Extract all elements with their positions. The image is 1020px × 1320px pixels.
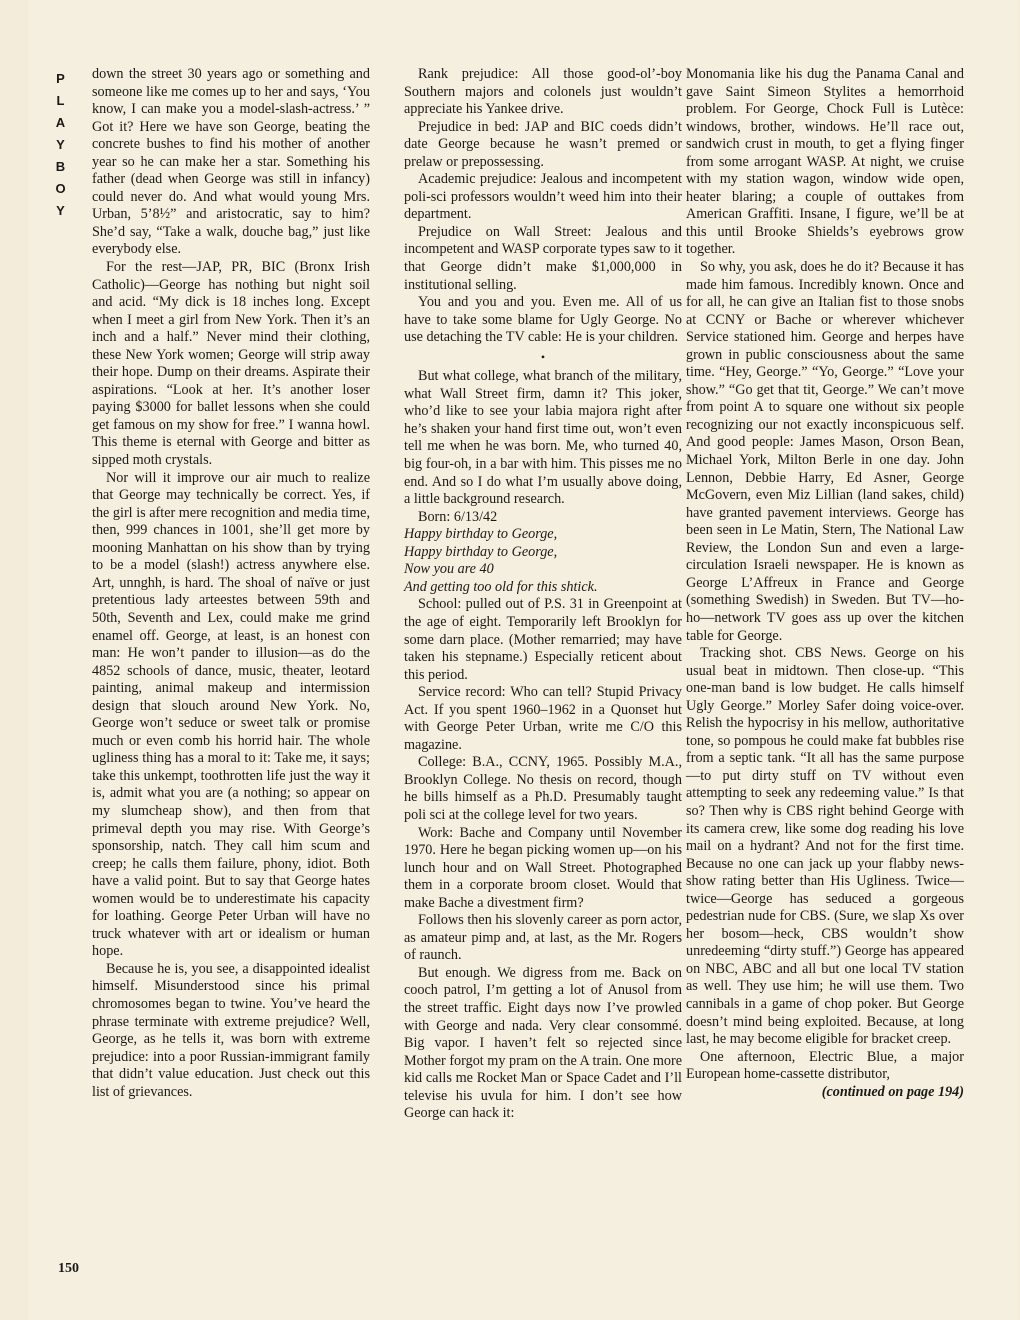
article-paragraph: down the street 30 years ago or something and someone like me comes up to her and says, ‘You know, I can make you a model-slash-actress.’ ” Got it? Here we have son George, beating the concrete bushes to find his mother of another year so he can make her a star. Something his father (dead when George was still in infancy) could never do. And what would young Mrs. Urban, 5’8½” and aristocratic, say to him? She’d say, “Take a walk, douche bag,” just like everybody else. [92,66,370,258]
section-divider-bullet: • [540,349,546,364]
verse-line: Happy birthday to George, [404,526,558,543]
article-column-1 [92,66,370,1101]
article-paragraph: Tracking shot. CBS News. George on his usual beat in midtown. Then close-up. “This one-man band is low budget. He calls himself Ugly George.” Morley Safer doing voice-over. Relish the hypocrisy in his mellow, authoritative tone, so pompous he could make fat bubbles rise from a septic tank. “It all has the same purpose—to put dirty stuff on TV without even attempting to seek any redeeming value.” Is that so? Then why is CBS right behind George with its camera crew, like some dog reading his love mail on a hydrant? And not for the first time. Because no one can jack up your flabby news-show rating better than His Ugliness. Twice—twice—George has seduced a gorgeous pedestrian nude for CBS. (Sure, we slap Xs over her bosom—heck, CBS wouldn’t show unredeeming “dirty stuff.”) George has appeared on NBC, ABC and all but one local TV station as well. They use him; he will use them. Two cannibals in a game of chop poker. But George doesn’t mind being exploited. Because, at long last, he may become eligible for bracket creep. [686,645,964,1048]
article-paragraph: Monomania like his dug the Panama Canal and gave Saint Simeon Stylites a hemorrhoid problem. For George, Chock Full is Lutèce: windows, brother, windows. He’ll race out, sandwich crust in mouth, to get a flying finger from some arrogant WASP. At night, we cruise with my station wagon, window wide open, heater blaring; a couple of outtakes from American Graffiti. Insane, I figure, we’ll be at this until Brooke Shields’s eyebrows grow together. [686,66,964,258]
masthead-letter: Y [56,203,66,218]
continued-notice: (continued on page 194) [821,1083,964,1100]
article-paragraph: School: pulled out of P.S. 31 in Greenpoint at the age of eight. Temporarily left Brooklyn for some darn place. (Mother remarried; may have taken his stepname.) Especially reticent about this period. [404,596,682,683]
verse-line: And getting too old for this shtick. [404,578,598,595]
article-paragraph: Nor will it improve our air much to realize that George may technically be correct. Yes, if the girl is after mere recognition and media time, then, 999 chances in 1001, she’ll get more by mooning Manhattan on his show than by trying to be a model (slash!) actress anywhere else. Art, unnghh, is hard. The shoal of naïve or just pretentious lady arteestes between 59th and 50th, Seventh and Lex, could make me grind enamel off. George, at least, is an honest con man: He won’t pander to illusion—as do the 4852 schools of dance, music, theater, leotard painting, animal makeup and intermission design that slouch around New York. No, George won’t seduce or sweet talk or promise much or even comb his horrid hair. The whole ugliness thing has a moral to it: Take me, it says; take this unkempt, toothrotten life just the way it is, admit what you are (a nothing; so appear on my slumcheap show), and then from that primeval depth you may rise. With George’s sponsorship, natch. They call him scum and creep; he calls them failure, phony, idiot. Both have a valid point. But to say that George hates women would be to underestimate his capacity for loathing. George Peter Urban will have no truck whatever with art or idealism or human hope. [92,469,370,960]
masthead-letter: O [55,181,67,196]
article-paragraph: One afternoon, Electric Blue, a major European home-cassette distributor, [686,1048,964,1083]
masthead-letter: A [55,115,67,130]
article-paragraph: So why, you ask, does he do it? Because it has made him famous. Incredibly known. Once and for all, he can give an Italian fist to those snobs at CCNY or Bache or wherever whichever Service stationed him. George and herpes have grown in public consciousness about the same time. “Hey, George.” “Yo, George.” “Love your show.” “Go get that tit, George.” We can’t move from point A to square one without six people recognizing our not exactly inconspicuous self. And good people: James Mason, Orson Bean, Michael York, Milton Berle in one day. John Lennon, Debbie Harry, Ed Asner, George McGovern, even Miz Lillian (land sakes, child) have granted pavement interviews. George has been seen in Le Matin, Stern, The National Law Review, the London Sun and even a large-circulation Israeli newspaper. He is known as George L’Affreux in France and George (something Swedish) in Sweden. But TV—ho-ho—network TV goes ass up over the kitchen table for George. [686,259,964,644]
masthead-letter: B [55,159,67,174]
verse-line: Happy birthday to George, [404,543,558,560]
article-paragraph: Service record: Who can tell? Stupid Privacy Act. If you spent 1960–1962 in a Quonset hut with George Peter Urban, write me C/O this magazine. [404,684,682,753]
article-paragraph: Prejudice in bed: JAP and BIC coeds didn’t date George because he wasn’t premed or prelaw or prepossessing. [404,118,682,170]
article-paragraph: You and you and you. Even me. All of us have to take some blame for Ugly George. No use detaching the TV cable: He is your children. [404,294,682,346]
masthead-letter: L [56,93,66,108]
page-number: 150 [58,1261,79,1276]
article-paragraph: Academic prejudice: Jealous and incompetent poli-sci professors wouldn’t weed him into their department. [404,171,682,223]
article-paragraph: Born: 6/13/42 [418,508,498,525]
masthead-letter: Y [56,137,66,152]
article-paragraph: But what college, what branch of the military, what Wall Street firm, damn it? This joker, who’d like to see your labia majora right after he’s shaken your hand first time out, won’t even tell me when he was born. Me, who turned 40, big four-oh, in a bar with him. This pisses me no end. And so I do what I’m usually above doing, a little background research. [404,368,682,508]
article-paragraph: Rank prejudice: All those good-ol’-boy Southern majors and colonels just wouldn’t appreciate his Yankee drive. [404,66,682,118]
verse-line: Now you are 40 [404,561,494,578]
article-paragraph: For the rest—JAP, PR, BIC (Bronx Irish Catholic)—George has nothing but night soil and acid. “My dick is 18 inches long. Except when I meet a girl from New York. Then it’s an inch and a half.” Never mind their clothing, these New York women; George will strip away their hope. Dump on their dreams. Aspirate their aspirations. “Look at her. It’s another loser paying $3000 for ballet lessons when she could get famous on my show for free.” I wanna howl. This theme is eternal with George and bitter as sipped moth crystals. [92,259,370,469]
masthead-letter: P [56,71,66,86]
article-paragraph: Follows then his slovenly career as porn actor, as amateur pimp and, at last, as the Mr. Rogers of raunch. [404,912,682,964]
article-column-3 [686,66,964,1101]
article-column-2 [404,66,682,1123]
article-paragraph: Work: Bache and Company until November 1970. Here he began picking women up—on his lunch hour and on Wall Street. Photographed them in a corporate broom closet. Would that make Bache a divestment firm? [404,824,682,911]
article-paragraph: College: B.A., CCNY, 1965. Possibly M.A., Brooklyn College. No thesis on record, though he bills himself as a Ph.D. Presumably taught poli sci at the college level for two years. [404,754,682,823]
playboy-vertical-masthead [52,68,70,222]
article-paragraph: But enough. We digress from me. Back on cooch patrol, I’m getting a lot of Anusol from the street traffic. Eight days now I’ve prowled with George and nada. Very clear consommé. Big vapor. I haven’t felt so rejected since Mother forgot my pram on the A train. One more kid calls me Rocket Man or Space Cadet and I’ll televise his uvula for him. I don’t see how George can hack it: [404,964,682,1122]
article-paragraph: Prejudice on Wall Street: Jealous and incompetent and WASP corporate types saw to it that George didn’t make $1,000,000 in institutional selling. [404,223,682,293]
article-paragraph: Because he is, you see, a disappointed idealist himself. Misunderstood since his primal chromosomes began to twine. You’ve heard the phrase terminate with extreme prejudice? Well, George, as he tells it, was born with extreme prejudice: into a poor Russian-immigrant family that didn’t value education. Just check out this list of grievances. [92,960,370,1100]
